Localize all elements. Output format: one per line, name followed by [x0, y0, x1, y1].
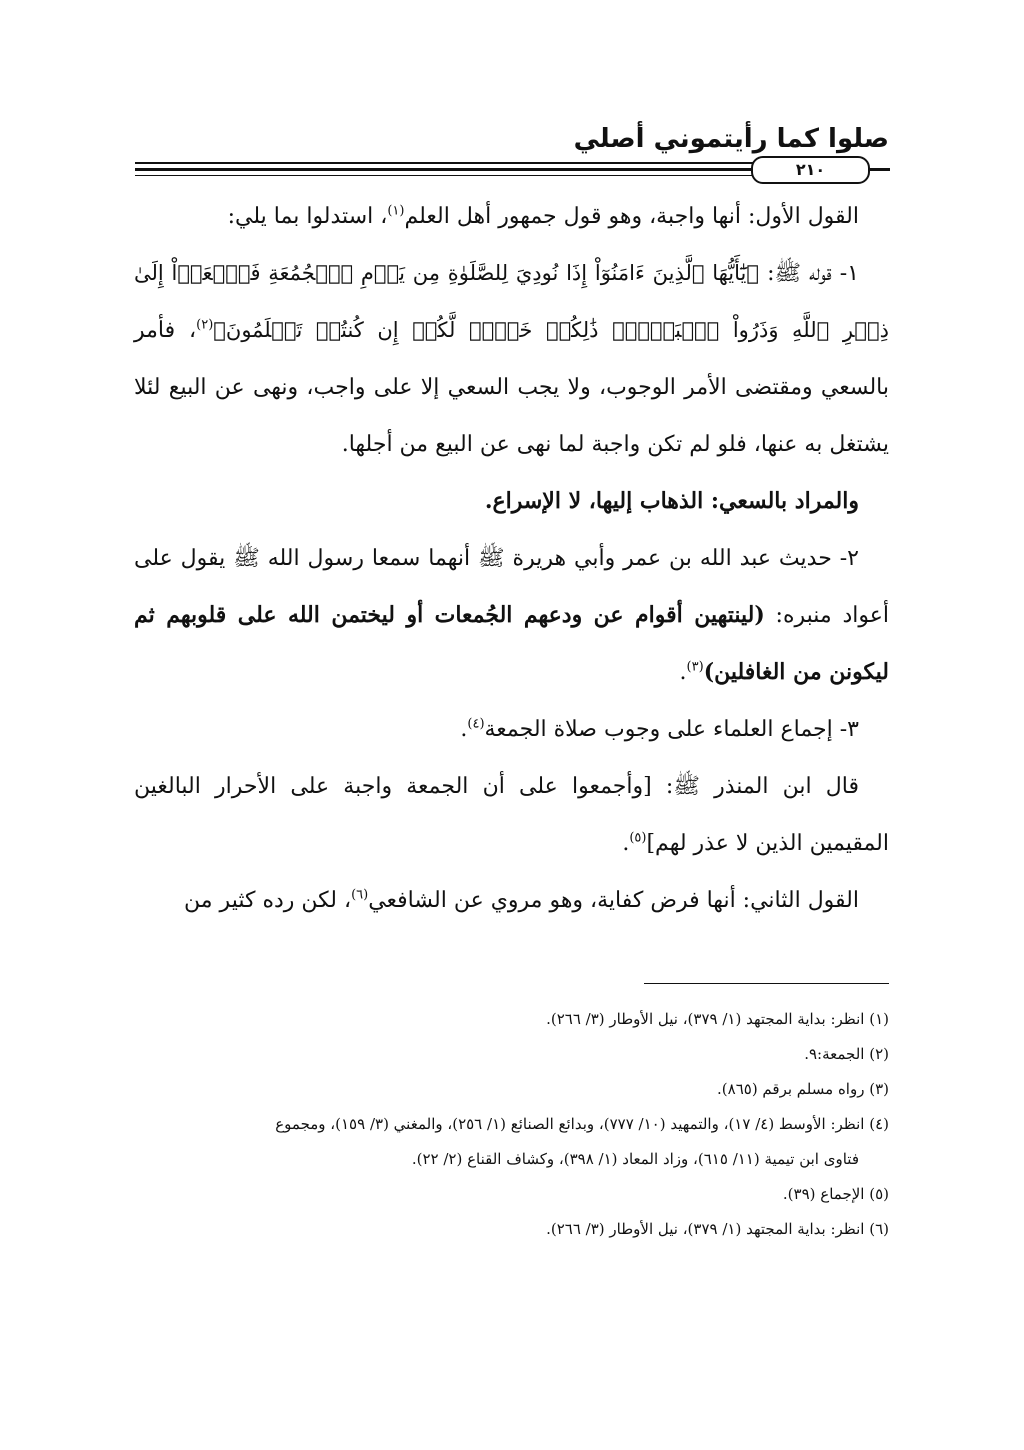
footnote: (٢) الجمعة:٩. [804, 1045, 889, 1063]
paragraph-ibn-al-mundhir: قال ابن المنذر ﷺ: [وأجمعوا على أن الجمعة واجبة على الأحرار البالغين المقيمين الذين لا عذر لهم]$^{(٥)}$. [134, 774, 889, 856]
footnote: (٥) الإجماع (٣٩). [782, 1185, 889, 1203]
header-rule [135, 155, 890, 183]
footnote-ref[interactable]: (٦) [351, 887, 369, 903]
header-rule-line [135, 175, 755, 176]
paragraph-evidence-quran: ١- قوله ﷺ: ﴿يَٰٓأَيُّهَا ٱلَّذِينَ ءَامَنُوٓاْ إِذَا نُودِيَ لِلصَّلَوٰةِ مِن يَوۡمِ ٱلۡجُمُعَةِ فَٱسۡعَوۡاْ إِلَىٰ ذِكۡرِ ٱللَّهِ وَذَرُواْ ٱلۡبَيۡعَۚ ذَٰلِكُمۡ خَيۡرٞ لَّكُمۡ إِن كُنتُمۡ تَعۡلَمُونَ﴾$^{(٢)}$، فأمر بالسعي ومقتضى الأمر الوجوب، ولا يجب السعي إلا على واجب، ونهى عن البيع لئلا يشتغل به عنها، فلو لم تكن واجبة لما نهى عن البيع من أجلها. [134, 261, 889, 457]
header-rule-line [870, 168, 890, 171]
page-number: ٢١٠ [751, 156, 870, 184]
running-title: صلوا كما رأيتموني أصلي [573, 124, 889, 154]
paragraph-first-opinion: القول الأول: أنها واجبة، وهو قول جمهور أهل العلم$^{(١)}$، استدلوا بما يلي: [227, 203, 859, 229]
footnote: (٣) رواه مسلم برقم (٨٦٥). [717, 1080, 889, 1098]
footnote-ref[interactable]: (٥) [629, 830, 647, 846]
main-text [134, 188, 889, 929]
paragraph-meaning-of-sai: والمراد بالسعي: الذهاب إليها، لا الإسراع. [484, 488, 859, 514]
footnote-ref[interactable]: (٣) [686, 659, 704, 675]
footnote-ref[interactable]: (٢) [196, 317, 214, 333]
footnote-continuation: فتاوى ابن تيمية (١١/ ٦١٥)، وزاد المعاد (١/ ٣٩٨)، وكشاف القناع (٢/ ٢٢). [411, 1150, 859, 1168]
hadith-text: (لينتهين أقوام عن ودعهم الجُمعات أو ليختمن الله على قلوبهم ثم ليكونن من الغافلين) [134, 602, 889, 685]
paragraph-second-opinion: القول الثاني: أنها فرض كفاية، وهو مروي عن الشافعي$^{(٦)}$، لكن رده كثير من [184, 887, 859, 913]
footnote: (٤) انظر: الأوسط (٤/ ١٧)، والتمهيد (١٠/ ٧٧٧)، وبدائع الصنائع (١/ ٢٥٦)، والمغني (٣/ ١٥٩)، ومجموع [275, 1115, 889, 1133]
footnote-separator [644, 983, 889, 984]
footnote: (٦) انظر: بداية المجتهد (١/ ٣٧٩)، نيل الأوطار (٣/ ٢٦٦). [546, 1220, 889, 1238]
footnote-ref[interactable]: (٤) [467, 716, 485, 732]
quran-verse: ﴿يَٰٓأَيُّهَا ٱلَّذِينَ ءَامَنُوٓاْ إِذَا نُودِيَ لِلصَّلَوٰةِ مِن يَوۡمِ ٱلۡجُمُعَةِ فَٱسۡعَوۡاْ إِلَىٰ ذِكۡرِ ٱللَّهِ وَذَرُواْ ٱلۡبَيۡعَۚ ذَٰلِكُمۡ خَيۡرٞ لَّكُمۡ إِن كُنتُمۡ تَعۡلَمُونَ﴾ [134, 261, 889, 342]
header-rule-line [135, 162, 755, 164]
footnotes [134, 1002, 889, 1247]
paragraph-evidence-hadith: ٢- حديث عبد الله بن عمر وأبي هريرة ﷺ أنهما سمعا رسول الله ﷺ يقول على أعواد منبره: (لينتهين أقوام عن ودعهم الجُمعات أو ليختمن الله على قلوبهم ثم ليكونن من الغافلين)$^{(٣)}$. [134, 546, 889, 685]
header-rule-line [135, 168, 755, 171]
paragraph-consensus: ٣- إجماع العلماء على وجوب صلاة الجمعة$^{(٤)}$. [460, 716, 859, 742]
footnote-ref[interactable]: (١) [387, 203, 405, 219]
footnote: (١) انظر: بداية المجتهد (١/ ٣٧٩)، نيل الأوطار (٣/ ٢٦٦). [546, 1010, 889, 1028]
